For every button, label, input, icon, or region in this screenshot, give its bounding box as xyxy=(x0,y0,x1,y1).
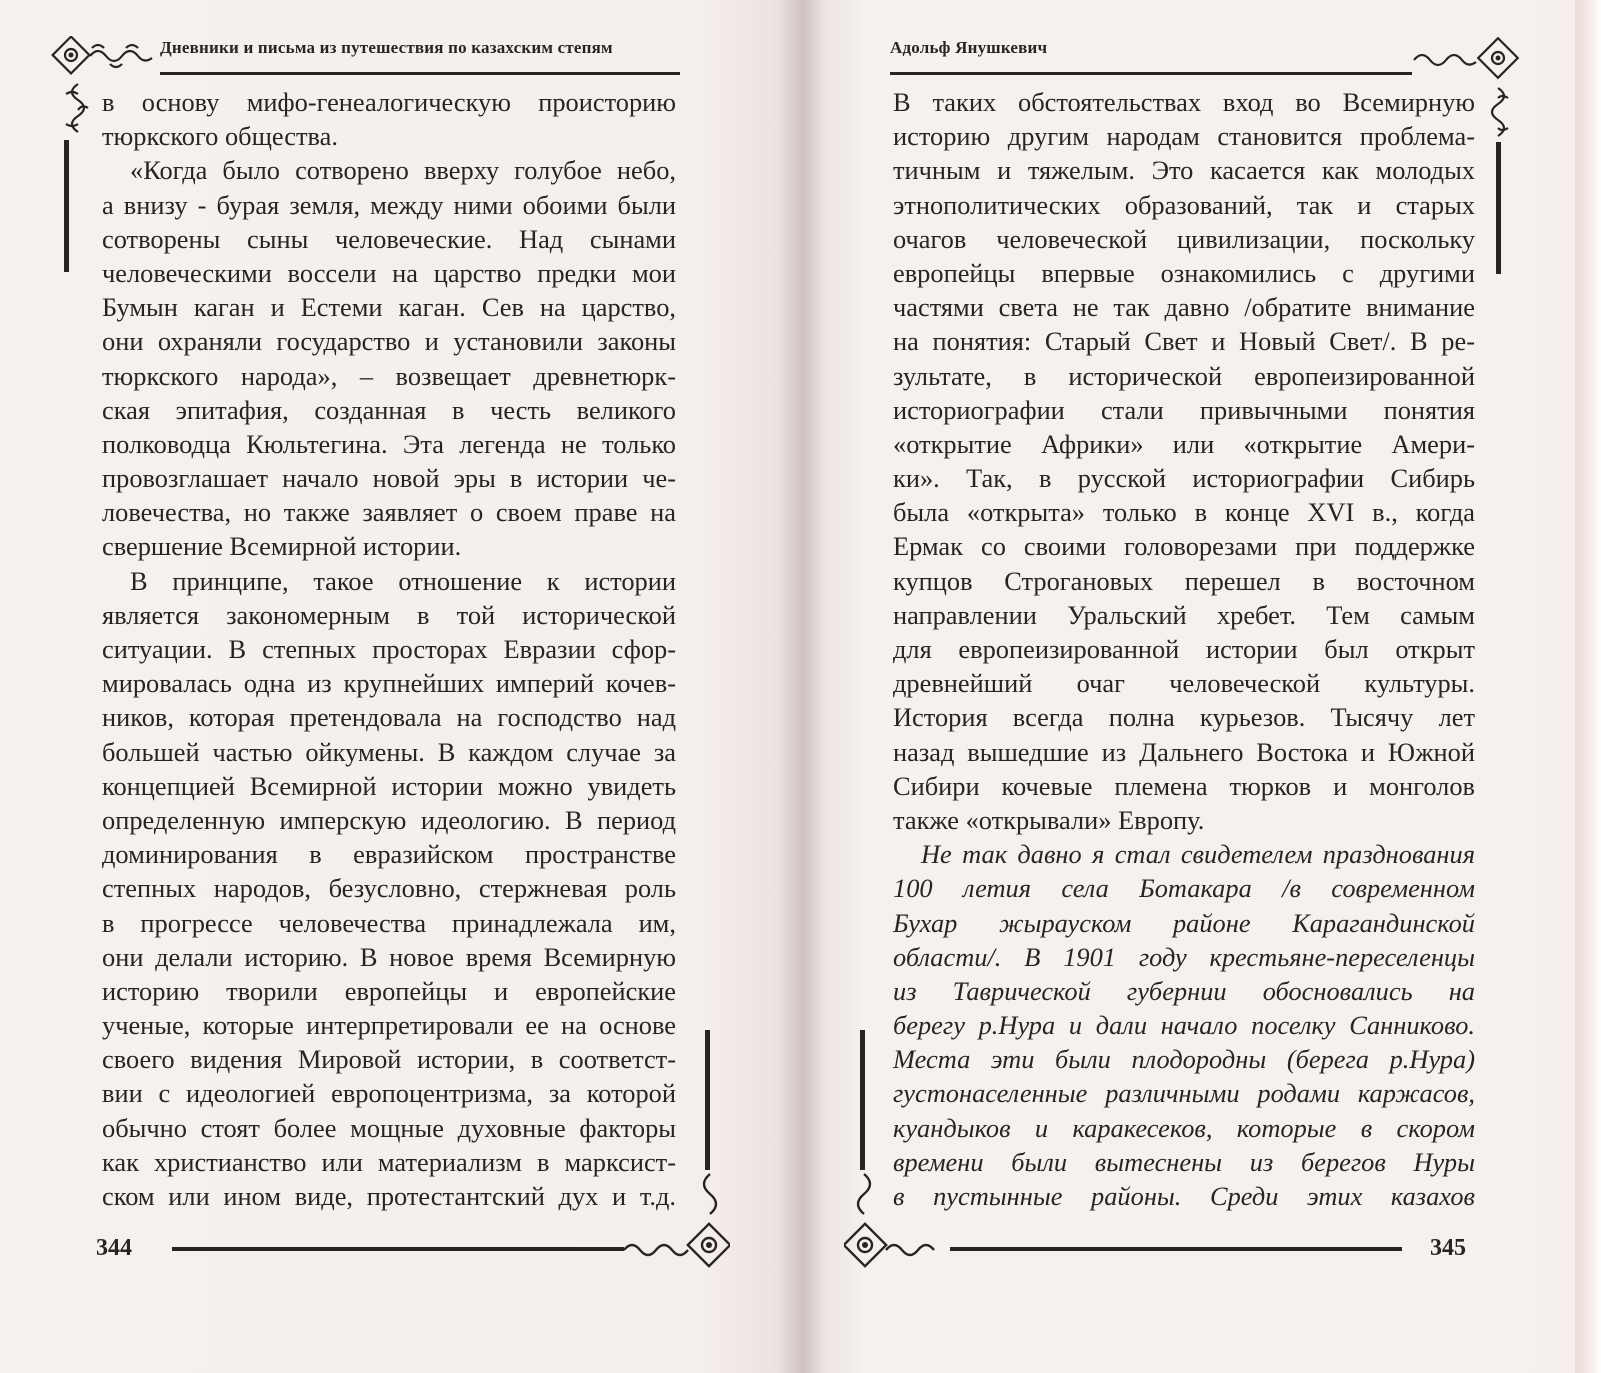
text-line: из Таврической губернии обосновались на xyxy=(893,975,1475,1006)
text-line: в пустынные районы. Среди этих казахов xyxy=(893,1181,1475,1211)
text-line: полководца Кюльтегина. Эта легенда не только xyxy=(102,428,676,459)
text-line: свершение Всемирной истории. xyxy=(102,531,462,562)
corner-ornament-top-right-icon xyxy=(1482,84,1516,144)
text-line: большей частью ойкумены. В каждом случае за xyxy=(102,736,676,767)
text-line: историографии стали привычными понятия xyxy=(893,394,1475,425)
page-edge xyxy=(1575,0,1601,1373)
text-line: 100 летия села Ботакара /в современном xyxy=(893,873,1475,904)
footer-rule xyxy=(950,1247,1402,1251)
text-line: ки». Так, в русской историографии Сибирь xyxy=(893,463,1475,494)
text-line: «открытие Африки» или «открытие Амери- xyxy=(893,428,1475,459)
text-line: этнополитических образований, так и старых xyxy=(893,189,1475,220)
text-line: в прогрессе человечества принадлежала им, xyxy=(102,907,676,938)
text-line: является закономерным в той исторической xyxy=(102,599,676,630)
footer-rule xyxy=(172,1247,624,1251)
header-rule xyxy=(160,72,680,75)
text-line: они охраняли государство и установили законы xyxy=(102,326,676,357)
text-line: на понятия: Старый Свет и Новый Свет/. В ре- xyxy=(893,326,1475,357)
text-line: Ермак со своими головорезами при поддержке xyxy=(893,531,1475,562)
margin-bar xyxy=(705,1030,710,1170)
text-line: для европеизированной истории был открыт xyxy=(893,634,1475,664)
right-page-text xyxy=(893,85,1475,1213)
text-line: также «открывали» Европу. xyxy=(893,804,1205,835)
corner-ornament-top-left-icon xyxy=(58,80,98,142)
text-line: Не так давно я стал свидетелем празднования xyxy=(921,839,1475,870)
margin-bar xyxy=(1496,142,1501,274)
header-ornament-left-icon xyxy=(50,36,160,76)
text-line: Места эти были плодородны (берега р.Нура) xyxy=(893,1044,1475,1075)
running-head: Дневники и письма из путешествия по казахским степям xyxy=(160,38,613,57)
header-rule xyxy=(890,72,1412,75)
text-line: ская эпитафия, созданная в честь великого xyxy=(102,394,676,425)
text-line: ском или ином виде, протестантский дух и т.д. xyxy=(102,1181,676,1211)
text-line: зультате, в исторической европеизированной xyxy=(893,360,1475,391)
text-line: обычно стоят более мощные духовные факторы xyxy=(102,1112,676,1143)
text-line: ников, которая претендовала на господство над xyxy=(102,702,676,733)
text-line: История всегда полна курьезов. Тысячу лет xyxy=(893,702,1475,733)
text-line: тюркского народа», – возвещает древнетюрк- xyxy=(102,360,676,391)
text-line: назад вышедшие из Дальнего Востока и Южной xyxy=(893,736,1475,767)
text-line: ситуации. В степных просторах Евразии сфор- xyxy=(102,634,676,664)
text-line: направлении Уральский хребет. Тем самым xyxy=(893,599,1475,630)
text-line: густонаселенные различными родами каржасов, xyxy=(893,1078,1475,1109)
text-line: «Когда было сотворено вверху голубое небо, xyxy=(130,155,676,186)
text-line: определенную имперскую идеологию. В период xyxy=(102,804,676,835)
text-line: куандыков и каракесеков, которые в скором xyxy=(893,1112,1475,1143)
margin-bar xyxy=(860,1030,865,1170)
text-line: ученые, которые интерпретировали ее на основе xyxy=(102,1010,676,1041)
header-ornament-right-icon xyxy=(1412,36,1522,84)
text-line: доминирования в евразийском пространстве xyxy=(102,839,676,870)
text-line: историю другим народам становится проблема- xyxy=(893,121,1475,152)
text-line: историю творили европейцы и европейские xyxy=(102,975,676,1006)
text-line: В принципе, такое отношение к истории xyxy=(130,565,676,596)
text-line: степных народов, безусловно, стержневая роль xyxy=(102,873,676,904)
text-line: своего видения Мировой истории, в соответст- xyxy=(102,1044,676,1075)
page-number: 344 xyxy=(96,1235,132,1261)
right-page xyxy=(800,0,1601,1373)
text-line: купцов Строгановых перешел в восточном xyxy=(893,565,1475,596)
left-page xyxy=(0,0,800,1373)
text-line: а внизу - бурая земля, между ними обоими были xyxy=(102,189,676,220)
text-line: области/. В 1901 году крестьяне-переселенцы xyxy=(893,941,1475,972)
text-line: в основу мифо-генеалогическую происторию xyxy=(102,87,676,117)
text-line: ловечества, но также заявляет о своем праве на xyxy=(102,497,676,528)
page-number: 345 xyxy=(1430,1235,1466,1261)
text-line: вии с идеологией европоцентризма, за которой xyxy=(102,1078,676,1109)
text-line: очагов человеческой цивилизации, поскольку xyxy=(893,223,1475,254)
book-gutter xyxy=(778,0,824,1373)
text-line: берегу р.Нура и дали начало поселку Санниково. xyxy=(893,1010,1475,1041)
text-line: Бумын каган и Естеми каган. Сев на царство, xyxy=(102,292,676,323)
text-line: тюркского общества. xyxy=(102,121,338,152)
text-line: Сибири кочевые племена тюрков и монголов xyxy=(893,770,1475,801)
text-line: европейцы впервые ознакомились с другими xyxy=(893,257,1475,288)
corner-ornament-bottom-left-icon xyxy=(844,1168,954,1278)
running-head: Адольф Янушкевич xyxy=(890,38,1048,57)
left-page-text xyxy=(102,85,676,1213)
text-line: они делали историю. В новое время Всемирную xyxy=(102,941,676,972)
text-line: частями света не так давно /обратите внимание xyxy=(893,292,1475,323)
text-line: В таких обстоятельствах вход во Всемирную xyxy=(893,87,1475,117)
text-line: сотворены сыны человеческие. Над сынами xyxy=(102,223,676,254)
text-line: была «открыта» только в конце XVI в., когда xyxy=(893,497,1475,528)
corner-ornament-bottom-right-icon xyxy=(620,1168,730,1278)
text-line: человеческими воссели на царство предки мои xyxy=(102,257,676,288)
text-line: тичным и тяжелым. Это касается как молодых xyxy=(893,155,1475,186)
text-line: концепцией Всемирной истории можно увидеть xyxy=(102,770,676,801)
text-line: древнейший очаг человеческой культуры. xyxy=(893,668,1475,699)
text-line: мировалась одна из крупнейших империй кочев- xyxy=(102,668,676,699)
text-line: как христианство или материализм в марксист- xyxy=(102,1146,676,1177)
margin-bar xyxy=(64,140,69,272)
text-line: Бухар жырауском районе Карагандинской xyxy=(893,907,1475,938)
text-line: времени были вытеснены из берегов Нуры xyxy=(893,1146,1475,1177)
text-line: провозглашает начало новой эры в истории че- xyxy=(102,463,676,494)
